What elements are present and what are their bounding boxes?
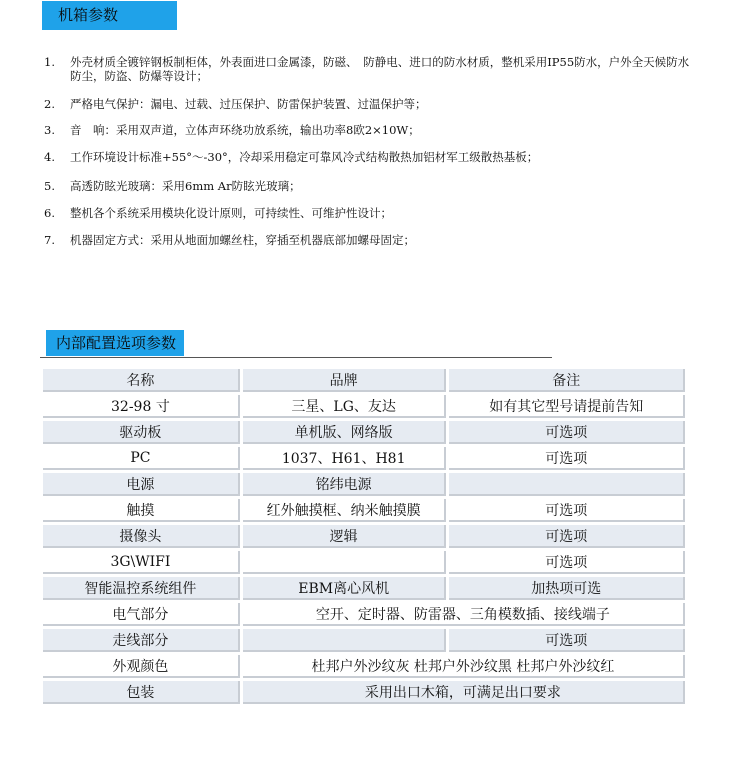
table-row [43, 525, 685, 548]
row-brand: 单机版、网络版 [243, 421, 447, 444]
spec-item-number: 7. [44, 233, 55, 247]
header-name: 名称 [43, 369, 240, 392]
row-name: 触摸 [43, 499, 240, 522]
row-name: 驱动板 [43, 421, 240, 444]
row-name: 3G\WIFI [43, 551, 240, 574]
row-merged-value: 空开、定时器、防雷器、三角模数插、接线端子 [243, 603, 685, 626]
row-note: 可选项 [449, 421, 685, 444]
row-merged-value: 杜邦户外沙纹灰 杜邦户外沙纹黑 杜邦户外沙纹红 [243, 655, 685, 678]
header-brand: 品牌 [243, 369, 447, 392]
internal-config-title: 内部配置选项参数 [56, 334, 177, 352]
row-name: 电源 [43, 473, 240, 496]
row-brand: 1037、H61、H81 [243, 447, 447, 470]
spec-item-text: 外壳材质全镀锌钢板制柜体，外表面进口金属漆，防磁、 防静电、进口的防水材质，整机采用IP55防水，户外全天候防水防尘，防盗、防爆等设计； [70, 55, 690, 83]
row-brand: EBM离心风机 [243, 577, 447, 600]
table-row [43, 421, 685, 444]
row-brand [243, 629, 447, 652]
table-header-row [43, 369, 685, 392]
table-row [43, 551, 685, 574]
row-note: 加热项可选 [449, 577, 685, 600]
row-name: 智能温控系统组件 [43, 577, 240, 600]
row-merged-value: 采用出口木箱，可满足出口要求 [243, 681, 685, 704]
row-brand: 铭纬电源 [243, 473, 447, 496]
row-brand: 逻辑 [243, 525, 447, 548]
table-row [43, 395, 685, 418]
row-name: 包装 [43, 681, 240, 704]
chassis-params-title: 机箱参数 [58, 6, 119, 24]
row-name: 32-98 寸 [43, 395, 240, 418]
row-name: 电气部分 [43, 603, 240, 626]
row-brand: 三星、LG、友达 [243, 395, 447, 418]
row-name: PC [43, 447, 240, 470]
section-divider [40, 357, 552, 358]
table-row [43, 447, 685, 470]
header-note: 备注 [449, 369, 685, 392]
table-row [43, 499, 685, 522]
spec-item-number: 5. [44, 179, 55, 193]
row-note: 可选项 [449, 551, 685, 574]
config-options-table [40, 366, 688, 707]
row-name: 外观颜色 [43, 655, 240, 678]
spec-item-number: 3. [44, 123, 55, 137]
table-row [43, 603, 685, 626]
table-row [43, 629, 685, 652]
table-row [43, 681, 685, 704]
row-note: 可选项 [449, 499, 685, 522]
table-row [43, 473, 685, 496]
row-note: 可选项 [449, 447, 685, 470]
table-row [43, 577, 685, 600]
row-brand: 红外触摸框、纳米触摸膜 [243, 499, 447, 522]
spec-item-number: 2. [44, 97, 55, 111]
row-brand [243, 551, 447, 574]
row-note [449, 473, 685, 496]
spec-item-text: 机器固定方式：采用从地面加螺丝柱，穿插至机器底部加螺母固定； [70, 233, 415, 247]
row-note: 如有其它型号请提前告知 [449, 395, 685, 418]
row-note: 可选项 [449, 629, 685, 652]
row-name: 摄像头 [43, 525, 240, 548]
row-note: 可选项 [449, 525, 685, 548]
spec-item-text: 音 响：采用双声道，立体声环绕功放系统，输出功率8欧2×10W； [70, 123, 420, 137]
spec-item-number: 4. [44, 150, 55, 164]
spec-item-text: 整机各个系统采用模块化设计原则，可持续性、可维护性设计； [70, 206, 392, 220]
spec-item-text: 高透防眩光玻璃：采用6mm Ar防眩光玻璃； [70, 179, 301, 193]
spec-item-text: 工作环境设计标准+55°～-30°，冷却采用稳定可靠风冷式结构散热加铝材军工级散热基板； [70, 150, 539, 164]
spec-item-number: 6. [44, 206, 55, 220]
spec-item-text: 严格电气保护：漏电、过载、过压保护、防雷保护装置、过温保护等； [70, 97, 427, 111]
internal-config-header [46, 330, 184, 356]
table-row [43, 655, 685, 678]
chassis-params-header [42, 1, 177, 30]
spec-item-number: 1. [44, 55, 55, 69]
row-name: 走线部分 [43, 629, 240, 652]
